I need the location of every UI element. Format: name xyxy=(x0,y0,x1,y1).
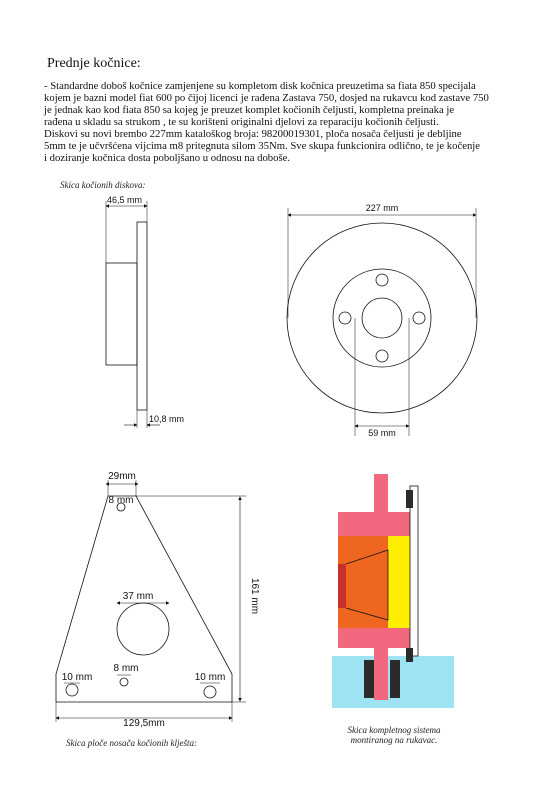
dim-disc-thickness: 10,8 mm xyxy=(149,414,185,424)
paragraph-line: rađena u skladu sa strukom , te su korišteni originalni djelovi za reparaciju kočionih čeljusti. xyxy=(44,116,439,128)
dim-bottom-mid-hole: 8 mm xyxy=(113,663,139,674)
dim-top-width: 29mm xyxy=(108,471,136,482)
caliper-bottom-section xyxy=(338,628,410,648)
dim-bolt-span: 59 mm xyxy=(368,428,396,438)
dim-bottom-left-hole: 10 mm xyxy=(61,672,93,683)
paragraph-line: - Standardne doboš kočnice zamjenjene su kompletom disk kočnica preuzetima sa fiata 850 specijala xyxy=(44,80,476,92)
paragraph-line: 5mm te je učvršćena vijcima m8 pritegnuta silom 35Nm. Sve skupa funkcionira odlično, te je kočenje xyxy=(44,140,480,152)
bolt-hole xyxy=(413,312,425,324)
bracket-center-hole xyxy=(117,603,169,655)
bolt-hole xyxy=(339,312,351,324)
bolt-section xyxy=(364,660,374,698)
bolt-section xyxy=(390,660,400,698)
dim-top-hole: 8 mm xyxy=(108,495,134,506)
bracket-sketch-caption: Skica ploče nosača kočionih klješta: xyxy=(66,738,197,748)
disc-center-bore xyxy=(362,298,402,338)
paragraph-line: Diskovi su novi brembo 227mm kataloškog broja: 98200019301, ploča nosača čeljusti je debljine xyxy=(44,128,462,140)
disc-rotor-profile xyxy=(137,222,147,410)
disc-outer-circle xyxy=(287,223,477,413)
paragraph-line: je jednak kao kod fiata 850 sa kojeg je preuzet komplet kočionih čeljusti, kompletna preinaka je xyxy=(44,104,455,116)
bolt-hole xyxy=(376,274,388,286)
bolt-hole xyxy=(376,350,388,362)
disc-sketch-caption: Skica kočionih diskova: xyxy=(60,180,146,190)
wheel-face-line xyxy=(410,486,418,656)
bracket-mid-hole xyxy=(120,678,128,686)
assembly-caption-line: Skica kompletnog sistema xyxy=(347,725,441,735)
bracket-left-hole xyxy=(66,684,78,696)
disc-hub-circle xyxy=(333,269,431,367)
assembly-caption-line: montiranog na rukavac. xyxy=(350,735,438,745)
caliper-pad-top xyxy=(406,490,413,508)
paragraph-line: kojem je bazni model fiat 600 po čijoj licenci je rađena Zastava 750, dosjed na rukavcu kod zastave 750 xyxy=(44,92,489,104)
dim-bottom-width: 129,5mm xyxy=(123,718,165,729)
caliper-pad-bottom xyxy=(406,648,413,662)
disc-side-view xyxy=(106,201,160,428)
assembly-drawing xyxy=(332,474,454,708)
assembly-sketch-caption xyxy=(344,725,444,745)
disc-section xyxy=(388,536,410,628)
caliper-top-section xyxy=(338,512,410,536)
paragraph-line: i doziranje kočnica dosta poboljšano u odnosu na doboše. xyxy=(44,152,291,164)
dim-height: 161 mm xyxy=(249,577,260,615)
dim-disc-diameter: 227 mm xyxy=(365,203,399,213)
dim-hub-width: 46,5 mm xyxy=(107,195,143,205)
dim-center-hole: 37 mm xyxy=(122,591,154,602)
disc-front-view xyxy=(287,208,477,436)
hub-inner-section xyxy=(338,564,346,608)
disc-hub-profile xyxy=(106,263,137,365)
page-title: Prednje kočnice: xyxy=(47,56,141,71)
dim-bottom-right-hole: 10 mm xyxy=(194,672,226,683)
bracket-right-hole xyxy=(204,686,216,698)
